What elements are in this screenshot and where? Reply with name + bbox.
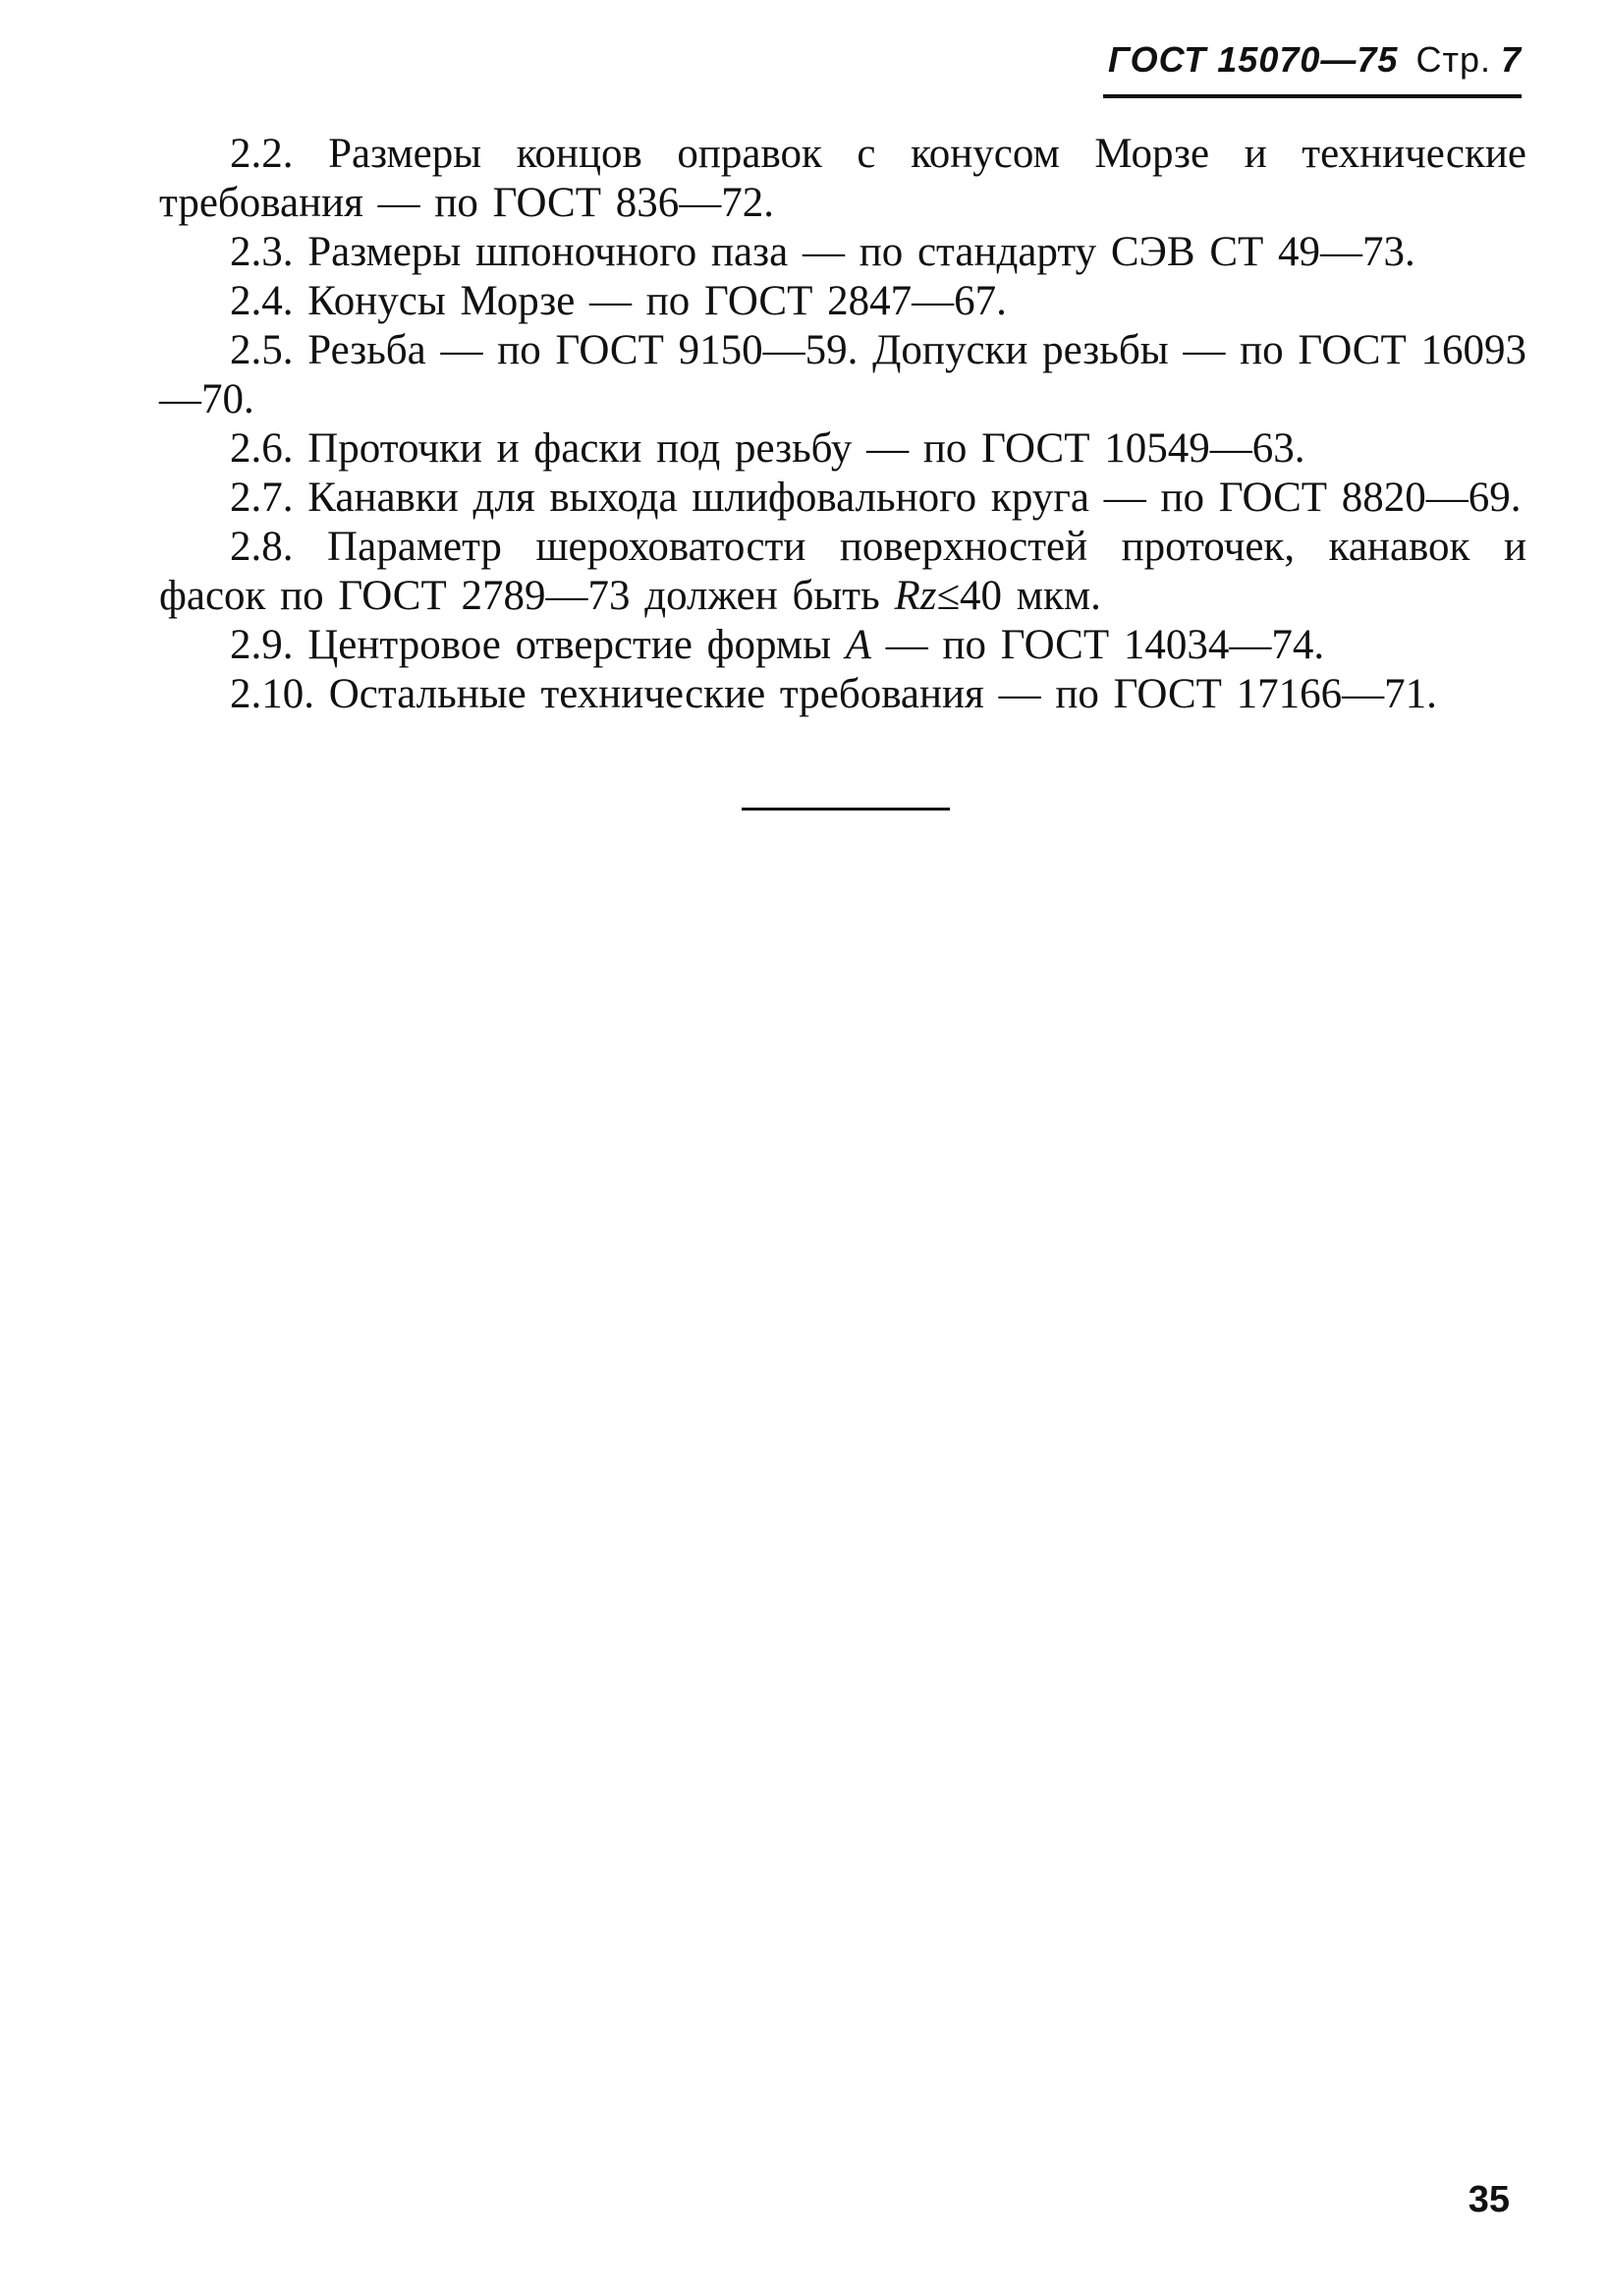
- paragraph-2-7: [159, 474, 1526, 523]
- paragraph-text: 2.8. Параметр шероховатости поверхностей проточек, канавок и фасок по ГОСТ 2789—73 должен быть: [159, 524, 1526, 619]
- paragraph-2-10: [159, 670, 1526, 719]
- folio-page-number: 35: [1468, 2179, 1510, 2220]
- end-rule: [742, 808, 950, 811]
- paragraph-2-8: [159, 523, 1526, 621]
- paragraph-text-tail: — по ГОСТ 14034—74.: [871, 622, 1325, 668]
- paragraph-text: 2.10. Остальные технические требования — по ГОСТ 17166—71.: [230, 671, 1437, 717]
- paragraph-text: 2.9. Центровое отверстие формы: [230, 622, 846, 668]
- paragraph-text: 2.5. Резьба — по ГОСТ 9150—59. Допуски резьбы — по ГОСТ 16093—70.: [159, 327, 1526, 422]
- paragraph-2-9: [159, 621, 1526, 670]
- paragraph-text: 2.4. Конусы Морзе — по ГОСТ 2847—67.: [230, 278, 1007, 324]
- paragraph-text: 2.7. Канавки для выхода шлифовального круга — по ГОСТ 8820—69.: [230, 475, 1522, 521]
- form-letter: А: [845, 622, 872, 668]
- body-text: [159, 130, 1526, 719]
- paragraph-2-6: [159, 424, 1526, 474]
- header-page-number: 7: [1500, 39, 1522, 80]
- paragraph-text: 2.3. Размеры шпоночного паза — по стандарту СЭВ СТ 49—73.: [230, 229, 1415, 275]
- header-doc-code: ГОСТ 15070—75: [1108, 39, 1399, 80]
- paragraph-2-5: [159, 326, 1526, 424]
- paragraph-2-2: [159, 130, 1526, 228]
- header-rule: [1103, 94, 1522, 98]
- paragraph-text: 2.2. Размеры концов оправок с конусом Морзе и технические требования — по ГОСТ 836—72.: [159, 131, 1526, 226]
- paragraph-2-4: [159, 277, 1526, 326]
- paragraph-text: 2.6. Проточки и фаски под резьбу — по ГОСТ 10549—63.: [230, 425, 1305, 472]
- running-header: [1089, 39, 1522, 81]
- paragraph-2-3: [159, 228, 1526, 277]
- paragraph-text-tail: ≤40 мкм.: [936, 573, 1101, 619]
- roughness-symbol: Rz: [894, 573, 937, 619]
- header-page-label: Стр.: [1415, 39, 1491, 80]
